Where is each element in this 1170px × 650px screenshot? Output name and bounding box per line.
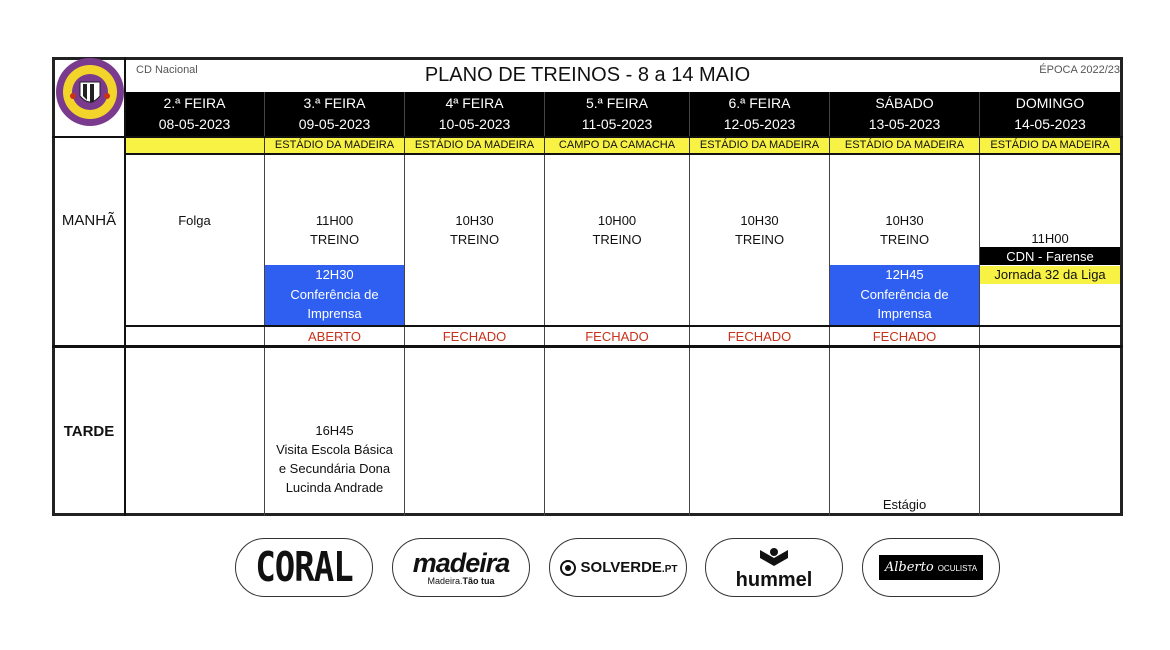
afternoon-tue-event: 16H45 Visita Escola Básica e Secundária Dona Lucinda Andrade	[276, 423, 393, 495]
morning-sun-time: 11H00	[1031, 231, 1069, 246]
solverde-suffix: .PT	[661, 563, 678, 575]
sponsor-madeira	[392, 538, 530, 597]
status-wed: FECHADO	[442, 329, 507, 344]
day-header-sat: SÁBADO 13-05-2023	[868, 95, 941, 132]
alberto-logo-sub: OCULISTA	[937, 564, 978, 573]
day-header-thu: 5.ª FEIRA 11-05-2023	[581, 95, 653, 132]
alberto-logo-text: Alberto	[884, 560, 934, 575]
club-name: CD Nacional	[136, 64, 198, 76]
grid-line	[404, 92, 405, 516]
madeira-logo-text: madeira	[412, 547, 510, 578]
venue-sat: ESTÁDIO DA MADEIRA	[830, 138, 980, 153]
sponsor-alberto	[862, 538, 1000, 597]
venue-sun: ESTÁDIO DA MADEIRA	[980, 138, 1120, 153]
competition-label: Jornada 32 da Liga	[980, 266, 1120, 284]
morning-wed-training: 10H30 TREINO	[449, 213, 500, 247]
venue-tue: ESTÁDIO DA MADEIRA	[265, 138, 405, 153]
morning-fri-training: 10H30 TREINO	[734, 213, 785, 247]
crest-icon	[54, 56, 126, 128]
coral-logo-text: CORAL	[255, 543, 353, 592]
day-header-mon: 2.ª FEIRA 08-05-2023	[158, 95, 231, 132]
row-label-afternoon: TARDE	[63, 423, 115, 440]
afternoon-sat-event: Estágio	[882, 497, 927, 512]
grid-line	[544, 92, 545, 516]
day-header-sun: DOMINGO 14-05-2023	[1014, 95, 1086, 132]
day-header-tue: 3.ª FEIRA 09-05-2023	[298, 95, 371, 132]
venue-wed: ESTÁDIO DA MADEIRA	[405, 138, 545, 153]
morning-mon-text: Folga	[178, 213, 211, 228]
sponsor-hummel	[705, 538, 843, 597]
grid-line	[689, 92, 690, 516]
solverde-logo-text: SOLVERDE	[580, 559, 662, 576]
sponsor-coral	[235, 538, 373, 597]
status-sat: FECHADO	[872, 329, 937, 344]
alberto-logo	[879, 555, 983, 580]
press-conference-sat: 12H45 Conferência de Imprensa	[830, 265, 979, 325]
match-label: CDN - Farense	[980, 247, 1120, 265]
club-logo	[54, 56, 126, 128]
status-fri: FECHADO	[727, 329, 792, 344]
morning-thu-training: 10H00 TREINO	[592, 213, 642, 247]
day-header-fri: 6.ª FEIRA 12-05-2023	[723, 95, 796, 132]
venue-thu: CAMPO DA CAMACHA	[545, 138, 690, 153]
season-label: ÉPOCA 2022/23	[1039, 64, 1120, 76]
status-thu: FECHADO	[585, 329, 649, 344]
status-tue: ABERTO	[308, 329, 361, 344]
venue-mon	[126, 138, 265, 153]
grid-line	[124, 153, 1121, 155]
page-title: PLANO DE TREINOS - 8 a 14 MAIO	[424, 64, 751, 86]
sponsor-solverde	[549, 538, 687, 597]
hummel-logo-text: hummel	[735, 568, 813, 591]
bee-icon	[757, 546, 791, 570]
morning-sat-training: 10H30 TREINO	[879, 213, 930, 247]
venue-fri: ESTÁDIO DA MADEIRA	[690, 138, 830, 153]
row-label-morning: MANHÃ	[61, 212, 117, 229]
morning-tue-training: 11H00 TREINO	[309, 213, 360, 247]
madeira-tagline: Madeira.Tão tua	[427, 575, 495, 586]
day-header-wed: 4ª FEIRA 10-05-2023	[438, 95, 511, 132]
grid-line	[979, 92, 980, 516]
press-conference-tue: 12H30 Conferência de Imprensa	[265, 265, 404, 325]
sun-icon	[559, 559, 577, 577]
